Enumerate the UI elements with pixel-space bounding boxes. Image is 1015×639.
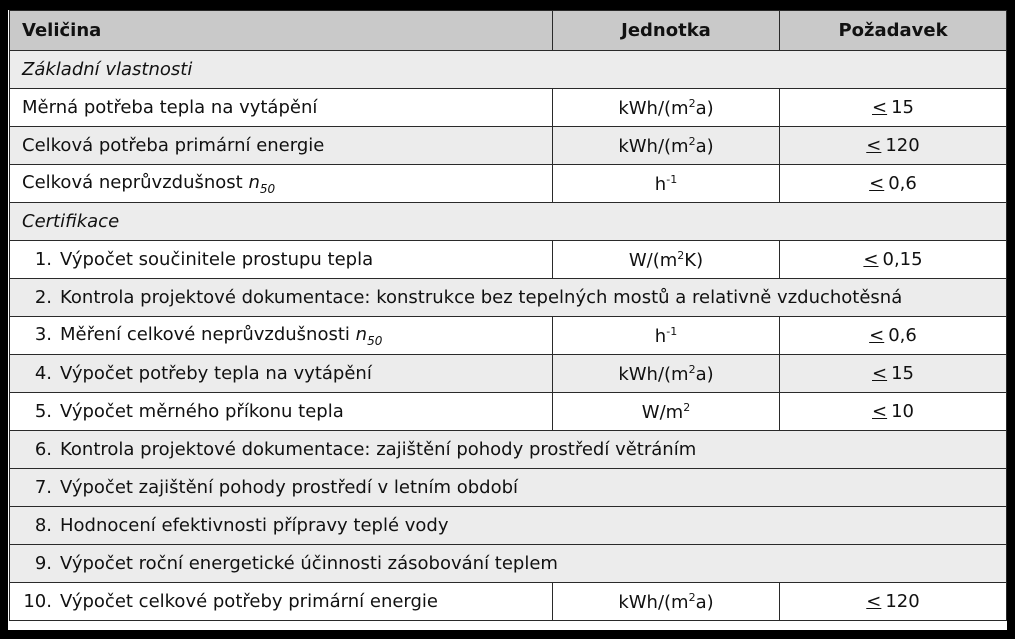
- table-row: [10, 355, 1007, 393]
- row-requirement: < 120: [780, 127, 1007, 165]
- row-label: 5. Výpočet měrného příkonu tepla: [10, 393, 553, 431]
- row-requirement: < 120: [780, 583, 1007, 621]
- row-label: 6. Kontrola projektové dokumentace: zajištění pohody prostředí větráním: [10, 431, 1007, 469]
- row-requirement: < 10: [780, 393, 1007, 431]
- row-unit: $h^{-1}$: [553, 165, 780, 203]
- row-unit: $W/(m^2K)$: [553, 241, 780, 279]
- row-unit: $h^{-1}$: [553, 317, 780, 355]
- section-row-certification: [10, 203, 1007, 241]
- table-row: [10, 507, 1007, 545]
- table-row: [10, 317, 1007, 355]
- requirements-table: [9, 10, 1007, 621]
- header-requirement: Požadavek: [780, 11, 1007, 51]
- row-label: 10. Výpočet celkové potřeby primární energie: [10, 583, 553, 621]
- table-row: [10, 127, 1007, 165]
- header-unit: Jednotka: [553, 11, 780, 51]
- row-label: 4. Výpočet potřeby tepla na vytápění: [10, 355, 553, 393]
- row-label: 3. Měření celkové neprůvzdušnosti $n_{50}$: [10, 317, 553, 355]
- table-row: [10, 393, 1007, 431]
- table-row: [10, 241, 1007, 279]
- table-row: [10, 165, 1007, 203]
- table-row: [10, 583, 1007, 621]
- row-label: 8. Hodnocení efektivnosti přípravy teplé vody: [10, 507, 1007, 545]
- row-label: Měrná potřeba tepla na vytápění: [10, 89, 553, 127]
- row-label: Celková potřeba primární energie: [10, 127, 553, 165]
- row-label: 2. Kontrola projektové dokumentace: konstrukce bez tepelných mostů a relativně vzduchotěsná: [10, 279, 1007, 317]
- row-requirement: < 0,6: [780, 165, 1007, 203]
- table-row: [10, 279, 1007, 317]
- row-label: 1. Výpočet součinitele prostupu tepla: [10, 241, 553, 279]
- table-row: [10, 89, 1007, 127]
- row-unit: kWh/$(m^2a)$: [553, 127, 780, 165]
- row-unit: kWh/$(m^2a)$: [553, 355, 780, 393]
- table-row: [10, 469, 1007, 507]
- section-label-certification: Certifikace: [10, 203, 1007, 241]
- row-requirement: < 0,15: [780, 241, 1007, 279]
- row-unit: kWh/$(m^2a)$: [553, 583, 780, 621]
- row-requirement: < 15: [780, 355, 1007, 393]
- header-quantity: Veličina: [10, 11, 553, 51]
- row-requirement: < 0,6: [780, 317, 1007, 355]
- row-label: 9. Výpočet roční energetické účinnosti zásobování teplem: [10, 545, 1007, 583]
- row-unit: $W/m^2$: [553, 393, 780, 431]
- table-row: [10, 431, 1007, 469]
- header-row: [10, 11, 1007, 51]
- row-label: 7. Výpočet zajištění pohody prostředí v letním období: [10, 469, 1007, 507]
- row-label: Celková neprůvzdušnost $n_{50}$: [10, 165, 553, 203]
- section-row-basic: [10, 51, 1007, 89]
- table-row: [10, 545, 1007, 583]
- row-requirement: < 15: [780, 89, 1007, 127]
- section-label-basic: Základní vlastnosti: [10, 51, 1007, 89]
- row-unit: kWh/$(m^2a)$: [553, 89, 780, 127]
